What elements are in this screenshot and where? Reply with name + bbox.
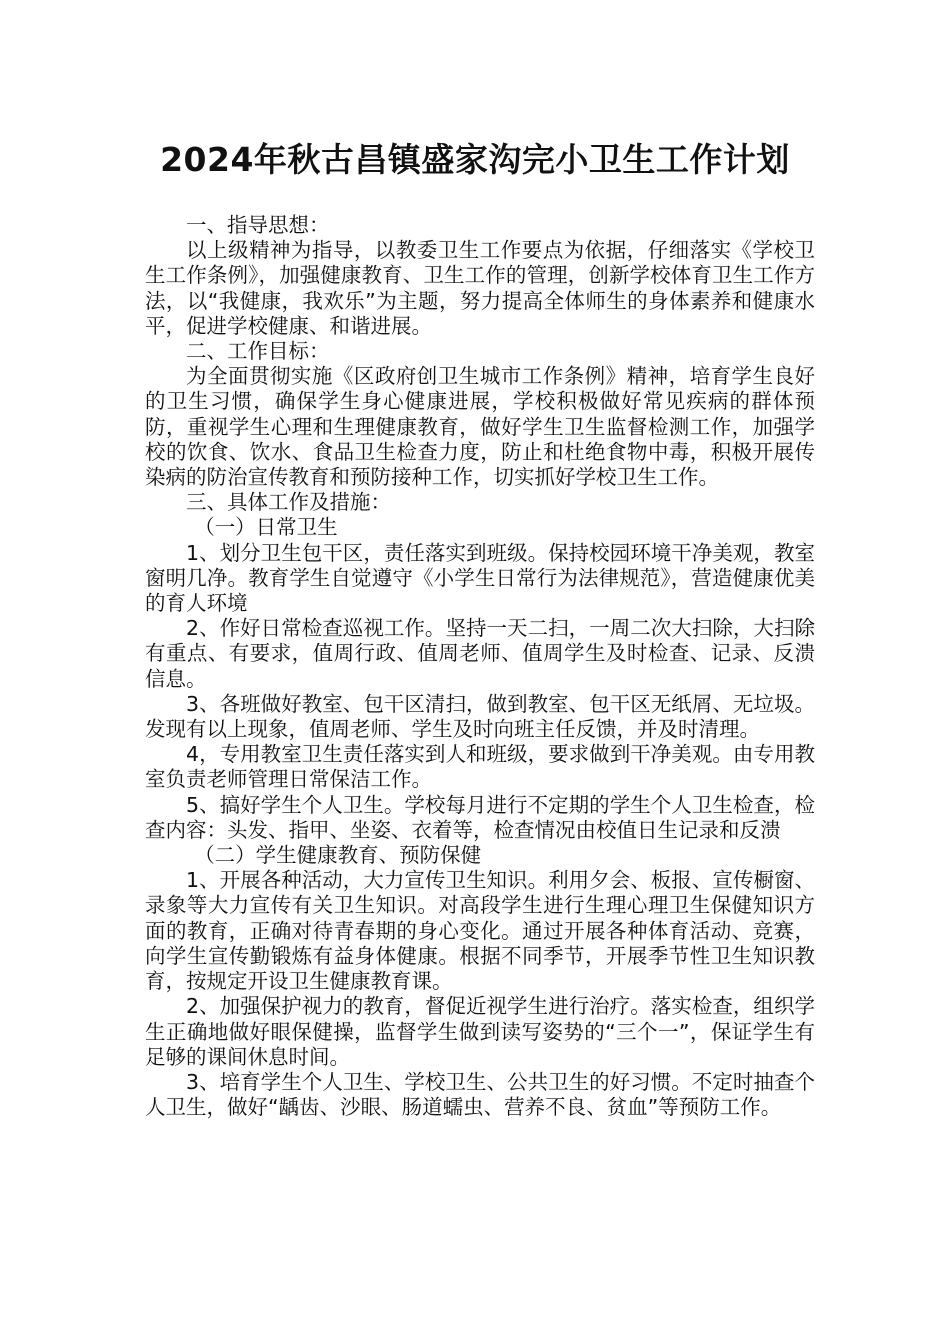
paragraph: 3、各班做好教室、包干区清扫，做到教室、包干区无纸屑、无垃圾。发现有以上现象，值周老师、学生及时向班主任反馈，并及时清理。 [145, 691, 815, 742]
paragraph: 1、划分卫生包干区，责任落实到班级。保持校园环境干净美观，教室窗明几净。教育学生自觉遵守《小学生日常行为法律规范》，营造健康优美的育人环境 [145, 540, 815, 616]
paragraph: 以上级精神为指导，以教委卫生工作要点为依据，仔细落实《学校卫生工作条例》，加强健康教育、卫生工作的管理，创新学校体育卫生工作方法，以“我健康，我欢乐”为主题，努力提高全体师生的身体素养和健康水平，促进学校健康、和谐进展。 [145, 238, 815, 338]
document-body [145, 213, 815, 1120]
subsection-heading: （一）日常卫生 [194, 515, 338, 540]
document-title: 2024年秋古昌镇盛家沟完小卫生工作计划 [160, 140, 790, 179]
section-heading: 三、具体工作及措施： [186, 490, 391, 515]
section-heading: 二、工作目标： [186, 339, 330, 364]
paragraph: 5、搞好学生个人卫生。学校每月进行不定期的学生个人卫生检查，检查内容：头发、指甲、坐姿、衣着等，检查情况由校值日生记录和反溃 [145, 792, 815, 842]
paragraph: 1、开展各种活动，大力宣传卫生知识。利用夕会、板报、宣传橱窗、录象等大力宣传有关卫生知识。对高段学生进行生理心理卫生保健知识方面的教育，正确对待青春期的身心变化。通过开展各种体育活动、竞赛，向学生宣传勤锻炼有益身体健康。根据不同季节，开展季节性卫生知识教育，按规定开设卫生健康教育课。 [145, 868, 815, 994]
paragraph: 3、培育学生个人卫生、学校卫生、公共卫生的好习惯。不定时抽查个人卫生，做好“龋齿、沙眼、肠道蠕虫、营养不良、贫血”等预防工作。 [145, 1069, 815, 1120]
paragraph: 2、加强保护视力的教育，督促近视学生进行治疗。落实检查，组织学生正确地做好眼保健操，监督学生做到读写姿势的“三个一”，保证学生有足够的课间休息时间。 [145, 994, 815, 1069]
section-heading: 一、指导思想： [186, 213, 330, 237]
paragraph: 2、作好日常检查巡视工作。坚持一天二扫，一周二次大扫除，大扫除有重点、有要求，值周行政、值周老师、值周学生及时检查、记录、反溃信息。 [145, 616, 815, 691]
paragraph: 4，专用教室卫生责任落实到人和班级，要求做到干净美观。由专用教室负责老师管理日常保洁工作。 [145, 742, 815, 792]
subsection-heading: （二）学生健康教育、预防保健 [194, 843, 482, 868]
paragraph: 为全面贯彻实施《区政府创卫生城市工作条例》精神，培育学生良好的卫生习惯，确保学生身心健康进展，学校积极做好常见疾病的群体预防，重视学生心理和生理健康教育，做好学生卫生监督检测工作，加强学校的饮食、饮水、食品卫生检查力度，防止和杜绝食物中毒，积极开展传染病的防治宣传教育和预防接种工作，切实抓好学校卫生工作。 [145, 364, 815, 490]
